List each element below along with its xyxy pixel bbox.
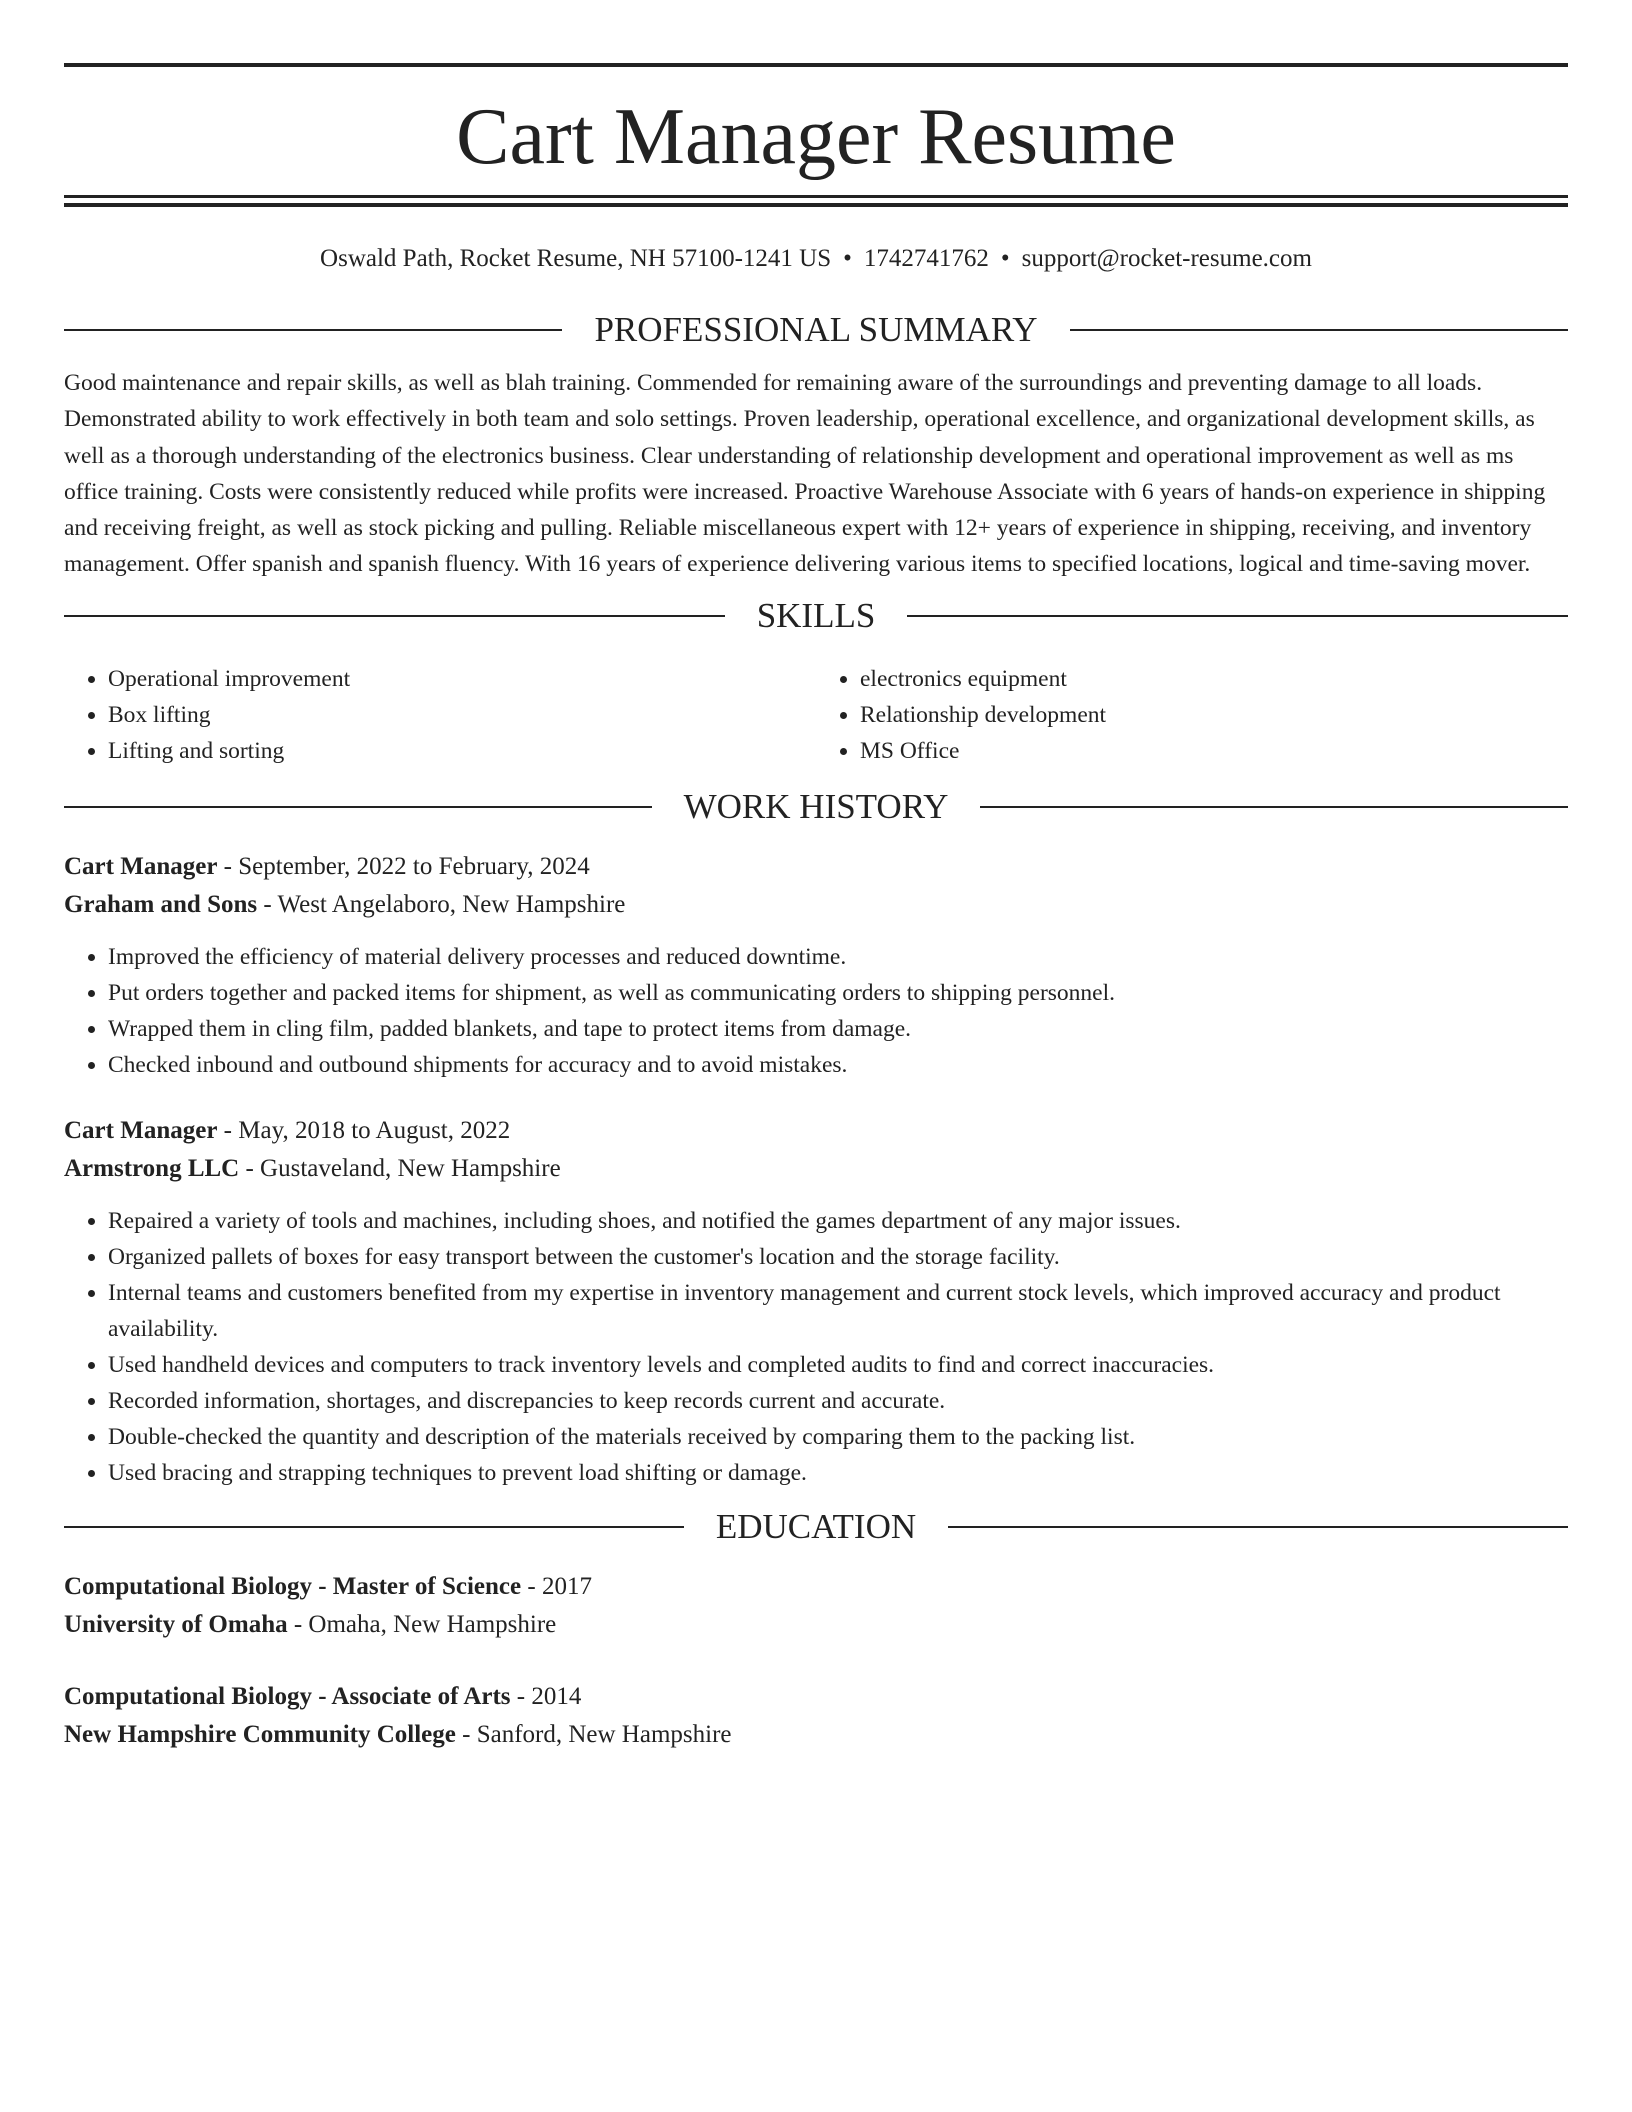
job-title-line [64, 848, 1568, 886]
job-bullet: • Checked inbound and outbound shipments for accuracy and to avoid mistakes. [108, 1047, 1568, 1083]
skill-item: • Operational improvement [108, 661, 816, 697]
education-location: - Omaha, New Hampshire [287, 1610, 557, 1638]
job-title-line [64, 1112, 1568, 1150]
job-entry [64, 848, 1568, 1083]
contact-separator: • [843, 245, 852, 272]
education-school: University of Omaha [64, 1610, 288, 1638]
job-location: - Gustaveland, New Hampshire [239, 1154, 561, 1182]
job-company-line [64, 886, 1568, 924]
job-company: Graham and Sons [64, 890, 258, 918]
education-degree-line [64, 1678, 1568, 1716]
skills-heading-label: SKILLS [756, 595, 876, 635]
job-bullet: • Double-checked the quantity and description of the materials received by comparing them to the packing list. [108, 1419, 1568, 1455]
education-school: New Hampshire Community College [64, 1720, 456, 1748]
heading-rule [1070, 329, 1568, 331]
education-school-line [64, 1716, 1568, 1754]
skills-column-right [816, 661, 1568, 769]
skills-section-heading [64, 594, 1568, 638]
job-bullet: • Recorded information, shortages, and discrepancies to keep records current and accurate. [108, 1383, 1568, 1419]
heading-rule [64, 1526, 684, 1528]
skills-list [64, 661, 1568, 769]
skill-item: • Box lifting [108, 697, 816, 733]
contact-email: support@rocket-resume.com [1021, 245, 1312, 272]
title-top-rule [64, 63, 1568, 67]
job-location: - West Angelaboro, New Hampshire [257, 890, 626, 918]
heading-rule [64, 329, 562, 331]
heading-rule [907, 615, 1568, 617]
education-section-heading [64, 1505, 1568, 1549]
job-bullet: • Internal teams and customers benefited from my expertise in inventory management and current stock levels, which improved accuracy and product availability. [108, 1275, 1568, 1347]
job-dates: - September, 2022 to February, 2024 [217, 852, 590, 880]
page-title: Cart Manager Resume [456, 93, 1176, 181]
skill-item: • Lifting and sorting [108, 733, 816, 769]
heading-rule [64, 806, 652, 808]
job-bullet: • Improved the efficiency of material delivery processes and reduced downtime. [108, 939, 1568, 975]
job-bullets [64, 1203, 1568, 1491]
contact-address: Oswald Path, Rocket Resume, NH 57100-1241 US [320, 245, 832, 272]
education-entry [64, 1568, 1568, 1644]
education-location: - Sanford, New Hampshire [455, 1720, 732, 1748]
work-heading-label: WORK HISTORY [683, 786, 949, 826]
job-bullet: • Used bracing and strapping techniques to prevent load shifting or damage. [108, 1455, 1568, 1491]
job-title: Cart Manager [64, 1116, 218, 1144]
skill-item: • Relationship development [860, 697, 1568, 733]
contact-line [64, 244, 1568, 274]
title-bottom-double-rule [64, 195, 1568, 207]
job-title: Cart Manager [64, 852, 218, 880]
job-company-line [64, 1150, 1568, 1188]
education-year: - 2017 [521, 1572, 592, 1600]
education-school-line [64, 1606, 1568, 1644]
summary-text: Good maintenance and repair skills, as well as blah training. Commended for remaining aware of the surroundings and preventing damage to all loads. Demonstrated ability to work effectively in both team and solo settings. Proven leadership, operational excellence, and organizational development skills, as well as a thorough understanding of the electronics business. Clear understanding of relationship development and operational improvement as well as ms office training. Costs were consistently reduced while profits were increased. Proactive Warehouse Associate with 6 years of hands-on experience in shipping and receiving freight, as well as stock picking and pulling. Reliable miscellaneous expert with 12+ years of experience in shipping, receiving, and inventory management. Offer spanish and spanish fluency. With 16 years of experience delivering various items to specified locations, logical and time-saving mover. [64, 370, 1546, 578]
job-bullet: • Repaired a variety of tools and machines, including shoes, and notified the games department of any major issues. [108, 1203, 1568, 1239]
heading-rule [948, 1526, 1568, 1528]
summary-heading-label: PROFESSIONAL SUMMARY [594, 310, 1038, 349]
education-heading-label: EDUCATION [715, 1506, 917, 1546]
education-entry [64, 1678, 1568, 1754]
heading-rule [980, 806, 1568, 808]
job-dates: - May, 2018 to August, 2022 [217, 1116, 511, 1144]
job-bullet: • Wrapped them in cling film, padded blankets, and tape to protect items from damage. [108, 1011, 1568, 1047]
contact-phone: 1742741762 [863, 245, 989, 272]
job-entry [64, 1112, 1568, 1491]
job-bullet: • Organized pallets of boxes for easy transport between the customer's location and the storage facility. [108, 1239, 1568, 1275]
education-year: - 2014 [510, 1682, 582, 1710]
education-degree: Computational Biology - Master of Science [64, 1572, 522, 1600]
contact-separator: • [1000, 245, 1010, 272]
heading-rule [64, 615, 725, 617]
job-company: Armstrong LLC [64, 1154, 240, 1182]
skill-item: • MS Office [860, 733, 1568, 769]
skills-column-left [64, 661, 816, 769]
education-degree-line [64, 1568, 1568, 1606]
skill-item: • electronics equipment [860, 661, 1568, 697]
education-degree: Computational Biology - Associate of Arts [64, 1682, 511, 1710]
summary-section-heading [64, 308, 1568, 352]
job-bullets [64, 939, 1568, 1083]
job-bullet: • Put orders together and packed items for shipment, as well as communicating orders to shipping personnel. [108, 975, 1568, 1011]
job-bullet: • Used handheld devices and computers to track inventory levels and completed audits to find and correct inaccuracies. [108, 1347, 1568, 1383]
work-section-heading [64, 785, 1568, 829]
